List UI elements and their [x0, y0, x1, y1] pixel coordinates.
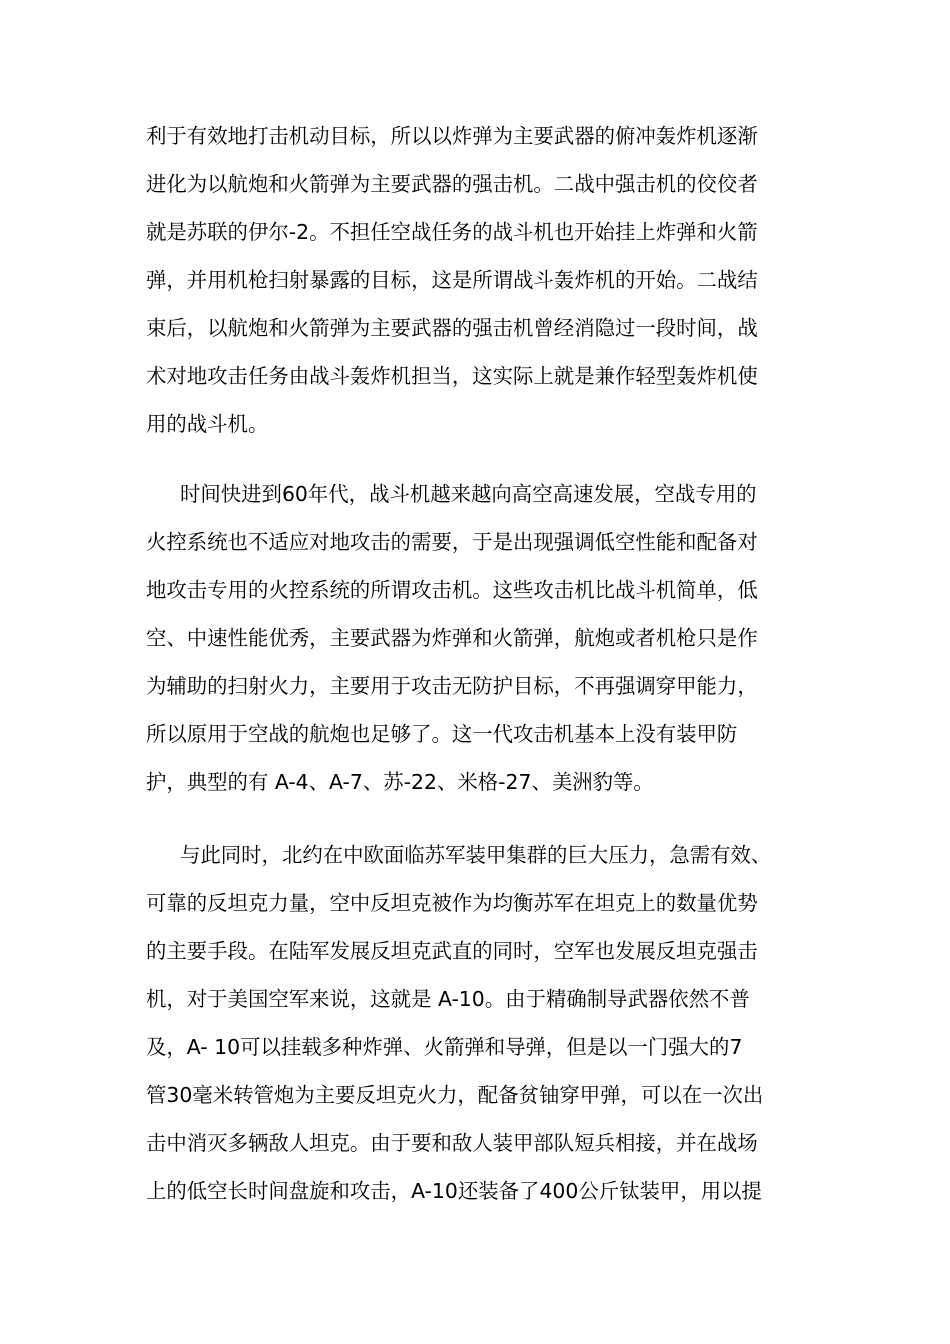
- text-line: 进化为以航炮和火箭弹为主要武器的强击机。二战中强击机的佼佼者: [146, 172, 758, 196]
- text-line: 为辅助的扫射火力，主要用于攻击无防护目标，不再强调穿甲能力，: [146, 674, 758, 698]
- text-line: 空、中速性能优秀，主要武器为炸弹和火箭弹，航炮或者机枪只是作: [146, 626, 758, 650]
- text-line: 与此同时，北约在中欧面临苏军装甲集群的巨大压力，急需有效、: [180, 843, 772, 867]
- paragraph-a10-development: [146, 831, 814, 1215]
- text-line: 及，A- 10可以挂载多种炸弹、火箭弹和导弹，但是以一门强大的7: [146, 1035, 743, 1059]
- text-line: 就是苏联的伊尔-2。不担任空战任务的战斗机也开始挂上炸弹和火箭: [146, 220, 758, 244]
- text-line: 所以原用于空战的航炮也足够了。这一代攻击机基本上没有装甲防: [146, 722, 738, 746]
- text-line: 束后，以航炮和火箭弹为主要武器的强击机曾经消隐过一段时间，战: [146, 316, 758, 340]
- text-line: 上的低空长时间盘旋和攻击，A-10还装备了400公斤钛装甲，用以提: [146, 1179, 762, 1203]
- text-line: 可靠的反坦克力量，空中反坦克被作为均衡苏军在坦克上的数量优势: [146, 891, 758, 915]
- text-line: 护，典型的有 A-4、A-7、苏-22、米格-27、美洲豹等。: [146, 770, 654, 794]
- text-line: 火控系统也不适应对地攻击的需要，于是出现强调低空性能和配备对: [146, 530, 758, 554]
- paragraph-ground-attack-history: [146, 112, 814, 448]
- text-line: 的主要手段。在陆军发展反坦克武直的同时，空军也发展反坦克强击: [146, 939, 758, 963]
- paragraph-1960s-attack-aircraft: [146, 470, 814, 806]
- text-line: 利于有效地打击机动目标，所以以炸弹为主要武器的俯冲轰炸机逐渐: [146, 124, 758, 148]
- text-line: 管30毫米转管炮为主要反坦克火力，配备贫铀穿甲弹，可以在一次出: [146, 1083, 764, 1107]
- text-line: 机，对于美国空军来说，这就是 A-10。由于精确制导武器依然不普: [146, 987, 750, 1011]
- text-line: 弹，并用机枪扫射暴露的目标，这是所谓战斗轰炸机的开始。二战结: [146, 268, 758, 292]
- text-line: 时间快进到60年代，战斗机越来越向高空高速发展，空战专用的: [180, 482, 757, 506]
- text-line: 击中消灭多辆敌人坦克。由于要和敌人装甲部队短兵相接，并在战场: [146, 1131, 758, 1155]
- text-line: 地攻击专用的火控系统的所谓攻击机。这些攻击机比战斗机简单，低: [146, 578, 758, 602]
- text-line: 术对地攻击任务由战斗轰炸机担当，这实际上就是兼作轻型轰炸机使: [146, 364, 758, 388]
- text-line: 用的战斗机。: [146, 412, 269, 436]
